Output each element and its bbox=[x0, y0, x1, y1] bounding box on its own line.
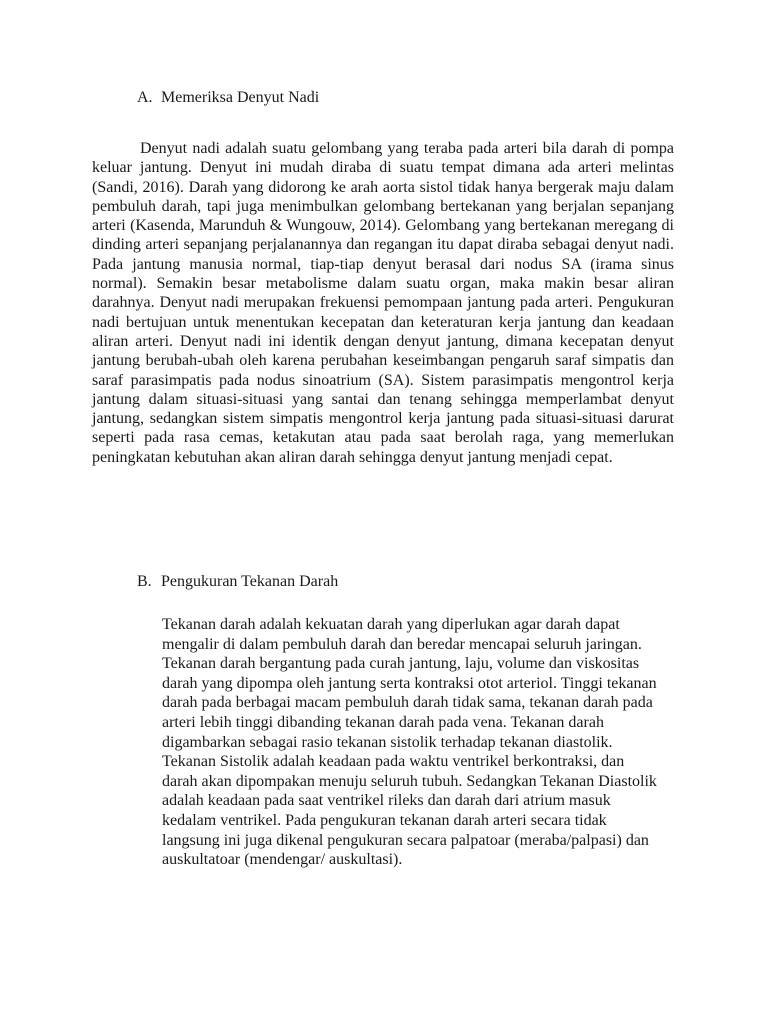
section-a-heading bbox=[137, 88, 319, 108]
section-b-heading bbox=[137, 572, 338, 592]
section-b-title: Pengukuran Tekanan Darah bbox=[161, 573, 339, 590]
section-b-number: B. bbox=[137, 573, 152, 590]
section-a-title: Memeriksa Denyut Nadi bbox=[161, 89, 320, 106]
section-a-paragraph: Denyut nadi adalah suatu gelombang yang teraba pada arteri bila darah di pompa keluar jantung. Denyut ini mudah diraba di suatu tempat dimana ada arteri melintas (Sandi, 2016). Darah yang didorong ke arah aorta sistol tidak hanya bergerak maju dalam pembuluh darah, tapi juga menimbulkan gelombang bertekanan yang berjalan sepanjang arteri (Kasenda, Marunduh & Wungouw, 2014). Gelombang yang bertekanan meregang di dinding arteri sepanjang perjalanannya dan regangan itu dapat diraba sebagai denyut nadi. Pada jantung manusia normal, tiap-tiap denyut berasal dari nodus SA (irama sinus normal). Semakin besar metabolisme dalam suatu organ, maka makin besar aliran darahnya. Denyut nadi merupakan frekuensi pemompaan jantung pada arteri. Pengukuran nadi bertujuan untuk menentukan kecepatan dan keteraturan kerja jantung dan keadaan aliran arteri. Denyut nadi ini identik dengan denyut jantung, dimana kecepatan denyut jantung berubah-ubah oleh karena perubahan keseimbangan pengaruh saraf simpatis dan saraf parasimpatis pada nodus sinoatrium (SA). Sistem parasimpatis mengontrol kerja jantung dalam situasi-situasi yang santai dan tenang sehingga memperlambat denyut jantung, sedangkan sistem simpatis mengontrol kerja jantung pada situasi-situasi darurat seperti pada rasa cemas, ketakutan atau pada saat berolah raga, yang memerlukan peningkatan kebutuhan akan aliran darah sehingga denyut jantung menjadi cepat. bbox=[92, 140, 674, 466]
section-a-number: A. bbox=[137, 89, 153, 106]
section-b-paragraph: Tekanan darah adalah kekuatan darah yang diperlukan agar darah dapat mengalir di dalam pembuluh darah dan beredar mencapai seluruh jaringan. Tekanan darah bergantung pada curah jantung, laju, volume dan viskositas darah yang dipompa oleh jantung serta kontraksi otot arteriol. Tinggi tekanan darah pada berbagai macam pembuluh darah tidak sama, tekanan darah pada arteri lebih tinggi dibanding tekanan darah pada vena. Tekanan darah digambarkan sebagai rasio tekanan sistolik terhadap tekanan diastolik. Tekanan Sistolik adalah keadaan pada waktu ventrikel berkontraksi, dan darah akan dipompakan menuju seluruh tubuh. Sedangkan Tekanan Diastolik adalah keadaan pada saat ventrikel rileks dan darah dari atrium masuk kedalam ventrikel. Pada pengukuran tekanan darah arteri secara tidak langsung ini juga dikenal pengukuran secara palpatoar (meraba/palpasi) dan auskultatoar (mendengar/ auskultasi). bbox=[162, 616, 657, 869]
